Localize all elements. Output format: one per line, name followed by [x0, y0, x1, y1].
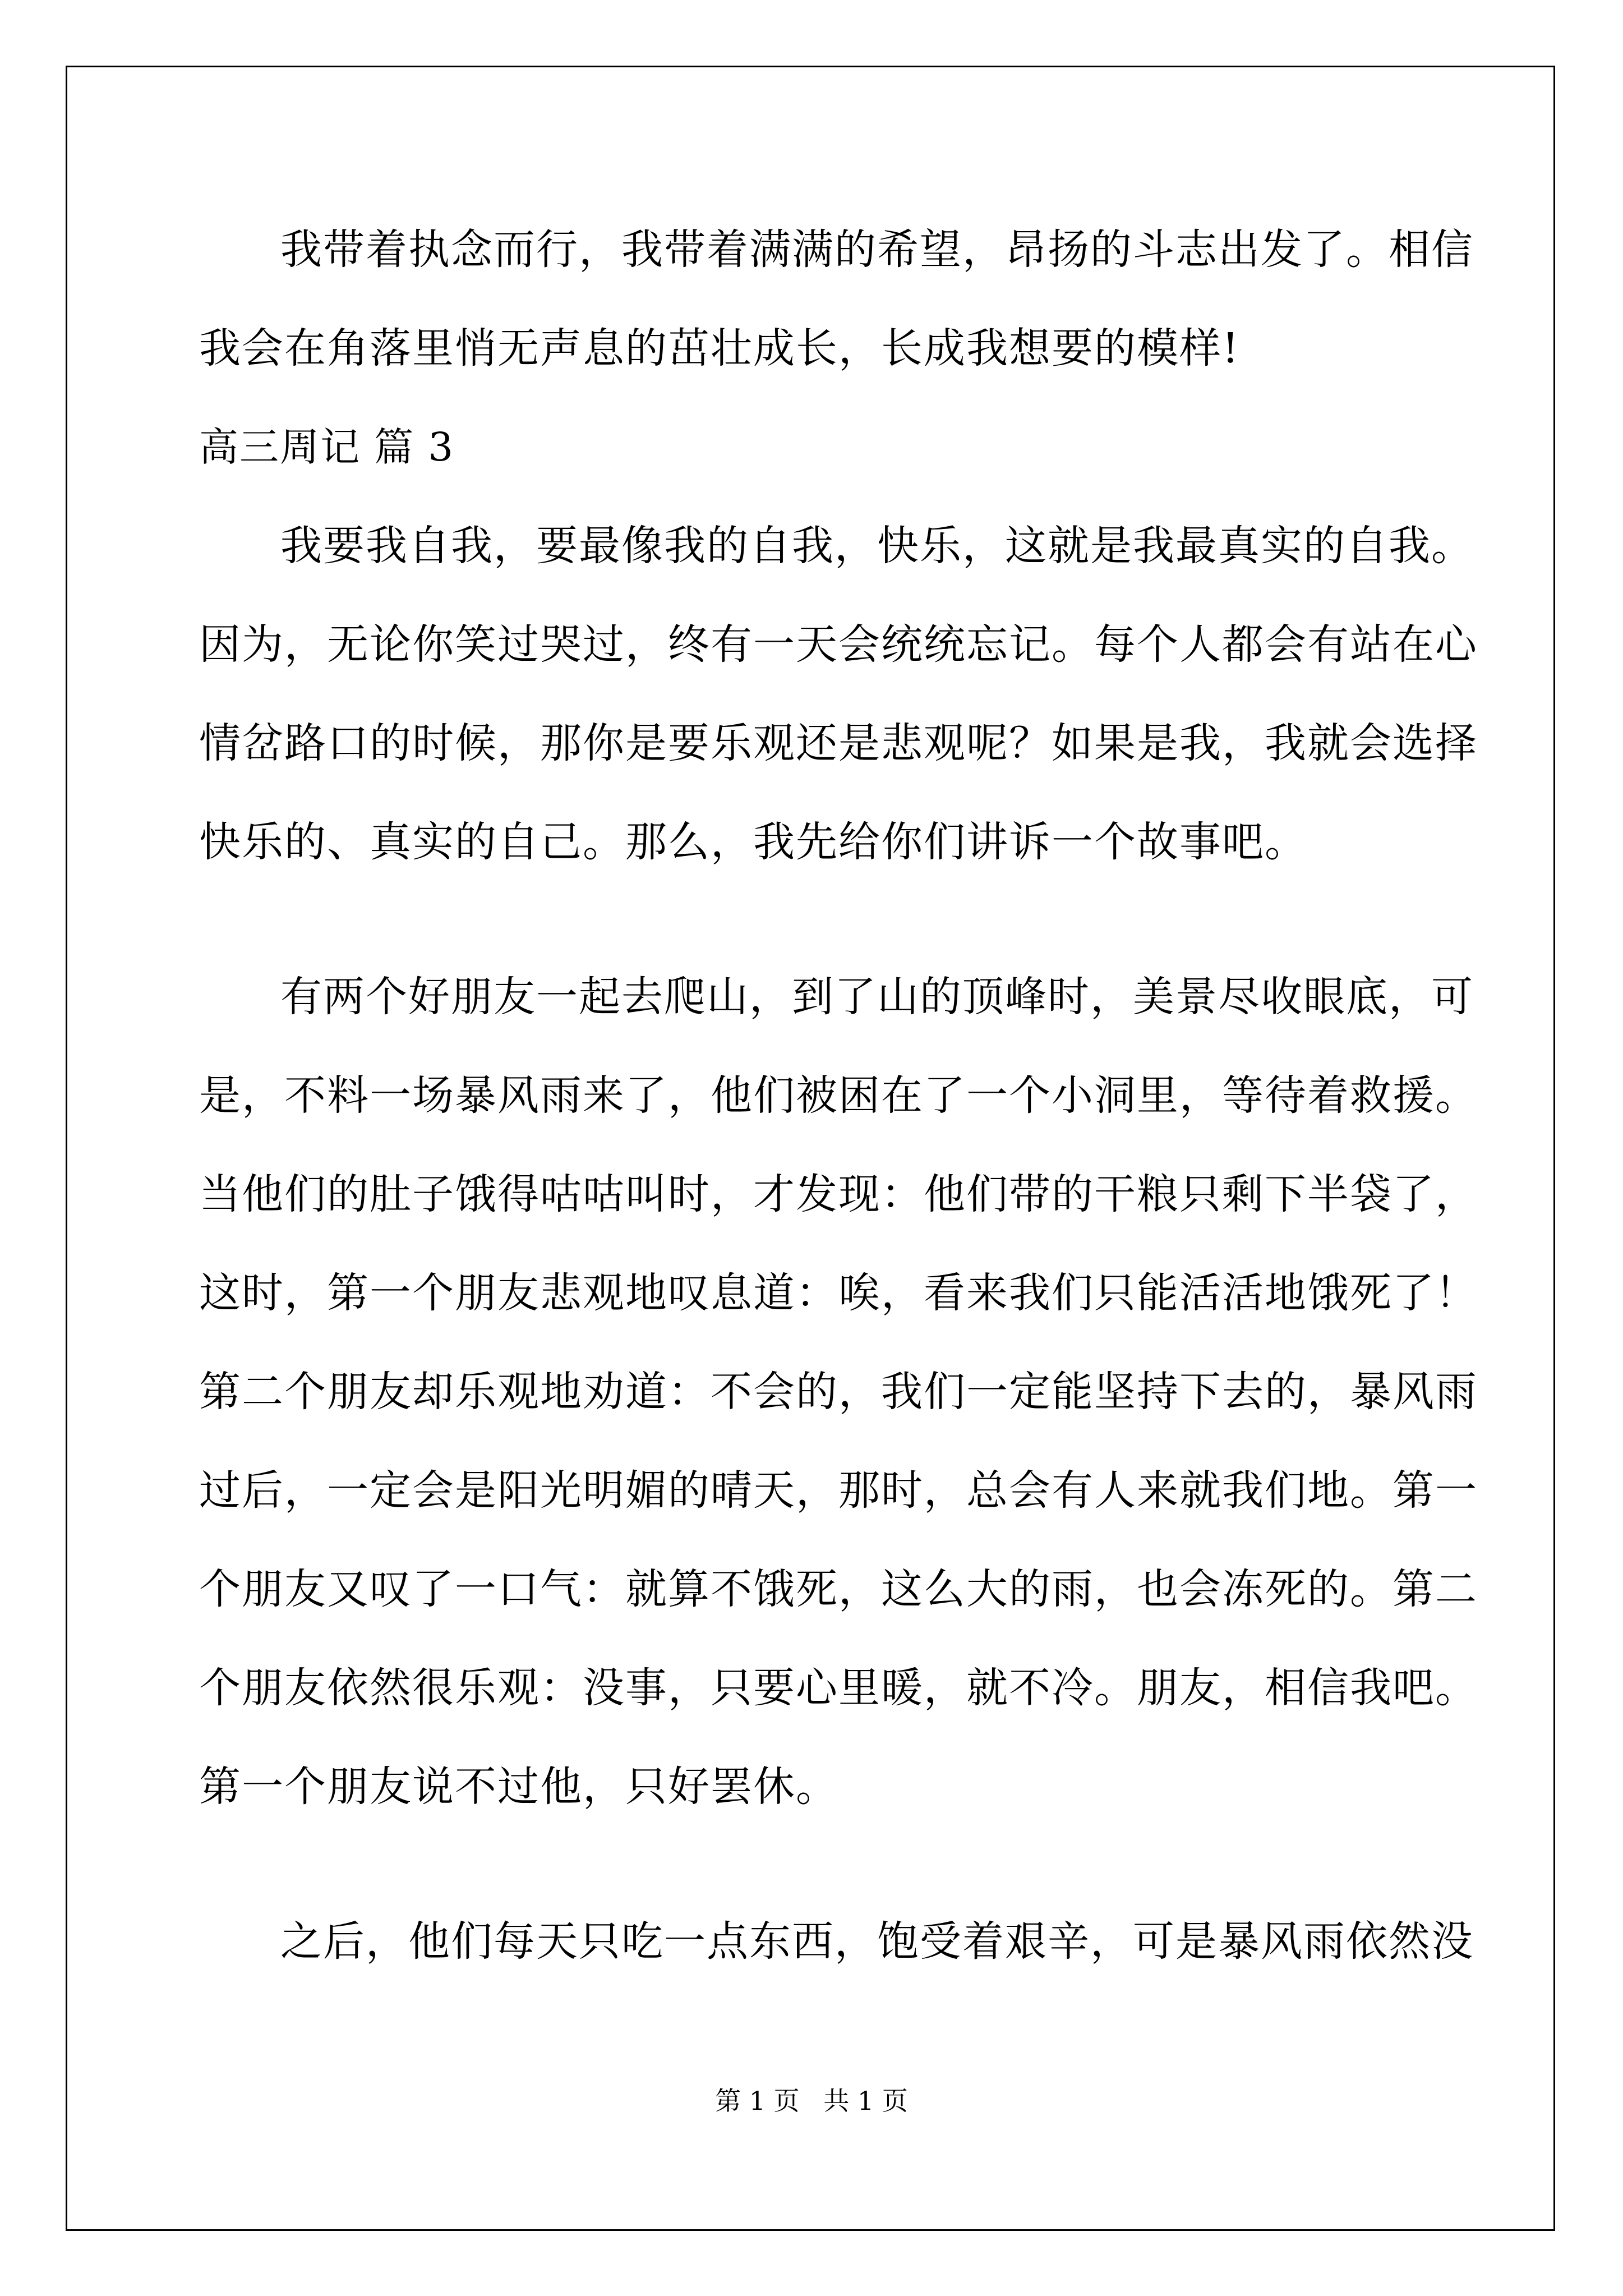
text-line: 我要我自我，要最像我的自我，快乐，这就是我最真实的自我。	[280, 522, 1474, 570]
text-line: 过后，一定会是阳光明媚的晴天，那时，总会有人来就我们地。第一	[199, 1466, 1478, 1515]
text-line: 第二个朋友却乐观地劝道：不会的，我们一定能坚持下去的，暴风雨	[199, 1368, 1478, 1416]
text-line: 因为，无论你笑过哭过，终有一天会统统忘记。每个人都会有站在心	[199, 620, 1478, 669]
page-number: 第 1 页	[715, 2086, 800, 2116]
page-frame	[66, 66, 1555, 2231]
text-line: 我带着执念而行，我带着满满的希望，昂扬的斗志出发了。相信	[280, 226, 1474, 274]
text-line: 个朋友依然很乐观：没事，只要心里暖，就不冷。朋友，相信我吧。	[199, 1664, 1478, 1712]
text-line: 是，不料一场暴风雨来了，他们被困在了一个小洞里，等待着救援。	[199, 1071, 1478, 1120]
text-line: 这时，第一个朋友悲观地叹息道：唉，看来我们只能活活地饿死了！	[199, 1269, 1478, 1317]
text-line: 情岔路口的时候，那你是要乐观还是悲观呢？如果是我，我就会选择	[199, 719, 1478, 767]
text-line: 第一个朋友说不过他，只好罢休。	[199, 1763, 838, 1811]
text-line: 之后，他们每天只吃一点东西，饱受着艰辛，可是暴风雨依然没	[280, 1917, 1474, 1966]
text-line: 快乐的、真实的自己。那么，我先给你们讲诉一个故事吧。	[199, 818, 1307, 866]
page-footer	[0, 2084, 1623, 2118]
text-line: 我会在角落里悄无声息的茁壮成长，长成我想要的模样!	[199, 324, 1240, 372]
text-line: 有两个好朋友一起去爬山，到了山的顶峰时，美景尽收眼底，可	[280, 973, 1474, 1021]
text-line: 当他们的肚子饿得咕咕叫时，才发现：他们带的干粮只剩下半袋了，	[199, 1170, 1478, 1218]
section-heading: 高三周记 篇 3	[199, 424, 455, 470]
page-total: 共 1 页	[823, 2086, 908, 2116]
text-line: 个朋友又叹了一口气：就算不饿死，这么大的雨，也会冻死的。第二	[199, 1565, 1478, 1613]
